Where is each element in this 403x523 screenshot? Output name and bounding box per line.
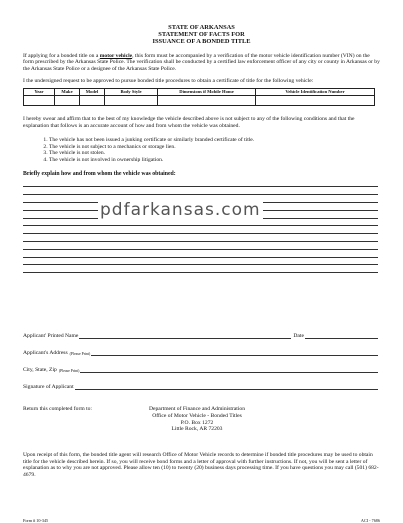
signature-label: Signature of Applicant (23, 384, 74, 390)
address-line-3: P.O. Box 1272 (180, 419, 214, 426)
col-make: Make (55, 88, 80, 95)
city-line[interactable] (80, 367, 378, 373)
vehicle-table-row (24, 95, 375, 105)
col-year: Year (24, 88, 55, 95)
condition-item: 3. The vehicle is not stolen. (49, 150, 380, 157)
city-note: (Please Print) (58, 369, 80, 373)
col-body-style: Body Style (105, 88, 158, 95)
printed-name-label: Applicant' Printed Name (23, 333, 79, 339)
make-cell[interactable] (55, 95, 80, 105)
condition-item: 2. The vehicle is not subject to a mechanics or storage lien. (49, 144, 380, 151)
header-line-2: STATEMENT OF FACTS FOR (158, 31, 245, 39)
closing-paragraph: Upon receipt of this form, the bonded title agent will research Office of Motor Vehicle records to determine if bonded title procedures may be used to obtain title for the vehicle described herein. If so, you will receive bond forms and a letter of approval with further instructions. If not, you will be sent a letter of explanation as to why you are not approved. Please allow ten (10) to twenty (20) business days processing time. If you have questions you may call (501) 682-4679. (23, 452, 379, 478)
sworn-paragraph: I hereby swear and affirm that to the best of my knowledge the vehicle described above is not subject to any of the following conditions and that the explanation that follows is an accurate account of how and from whom the vehicle was obtained. (23, 115, 355, 129)
vin-cell[interactable] (256, 95, 375, 105)
explain-label: Briefly explain how and from whom the vehicle was obtained: (23, 170, 176, 177)
vehicle-table-header (24, 88, 375, 95)
col-model: Model (80, 88, 105, 95)
printed-name-field[interactable] (23, 333, 378, 339)
address-note: (Please Print) (69, 352, 91, 356)
explanation-lines[interactable] (23, 180, 380, 274)
explanation-line[interactable] (23, 226, 378, 234)
address-line-2: Office of Motor Vehicle - Bonded Titles (152, 412, 242, 419)
explanation-line[interactable] (23, 258, 378, 266)
conditions-list (23, 137, 380, 163)
address-field[interactable] (23, 350, 378, 356)
form-page (23, 6, 380, 523)
condition-item: 4. The vehicle is not involved in ownership litigation. (49, 157, 380, 164)
header-line-1: STATE OF ARKANSAS (168, 24, 235, 31)
explanation-line[interactable] (23, 187, 378, 195)
signature-line[interactable] (75, 384, 378, 390)
address-label: Applicant's Address (23, 350, 68, 356)
address-line-4: Little Rock, AR 72203 (171, 426, 223, 433)
model-cell[interactable] (80, 95, 105, 105)
signature-field[interactable] (23, 384, 378, 390)
intro-paragraph (23, 53, 380, 73)
explanation-line[interactable] (23, 180, 378, 188)
col-dimensions: Dimensions if Mobile Home (158, 88, 256, 95)
intro-text-2: , this form must be accompanied by a verification of the motor vehicle identification number (VIN) on the form prescribed by the Arkansas State Police. The verification shall be conducted by a certified law enforcement officer of any city or county in Arkansas or by the Arkansas State Police or a designee of the Arkansas State Police. (23, 52, 380, 72)
request-paragraph: I the undersigned request to be approved to pursue bonded title procedures to obtain a certificate of title for the following vehicle: (23, 78, 314, 85)
watermark: pdfarkansas.com (100, 199, 261, 220)
condition-item: 1. The vehicle has not been issued a junking certificate or similarly branded certificate of title. (49, 137, 380, 144)
city-state-zip-field[interactable] (23, 367, 378, 373)
date-label: Date (293, 333, 304, 339)
year-cell[interactable] (24, 95, 55, 105)
return-address (135, 406, 259, 433)
form-header (23, 24, 380, 46)
city-label: City, State, Zip (23, 367, 57, 373)
vehicle-table (23, 88, 375, 106)
form-number: Form # 10-345 (23, 518, 49, 523)
explanation-line[interactable] (23, 250, 378, 258)
header-line-3: ISSUANCE OF A BONDED TITLE (152, 38, 251, 46)
date-line[interactable] (305, 333, 378, 339)
body-style-cell[interactable] (105, 95, 158, 105)
return-block (23, 406, 378, 433)
return-label: Return this completed form to: (23, 406, 92, 412)
explanation-line[interactable] (23, 265, 378, 273)
address-line[interactable] (91, 350, 378, 356)
explanation-line[interactable] (23, 234, 378, 242)
address-line-1: Department of Finance and Administration (148, 406, 245, 412)
dimensions-cell[interactable] (158, 95, 256, 105)
intro-emphasis: motor vehicle (99, 52, 133, 59)
explanation-line[interactable] (23, 242, 378, 250)
printed-name-line[interactable] (79, 333, 291, 339)
col-vin: Vehicle Identification Number (256, 88, 375, 95)
intro-text-1: If applying for a bonded title on a (23, 52, 100, 59)
explanation-line[interactable] (23, 219, 378, 227)
form-code: ACI - 7686 (360, 518, 380, 523)
